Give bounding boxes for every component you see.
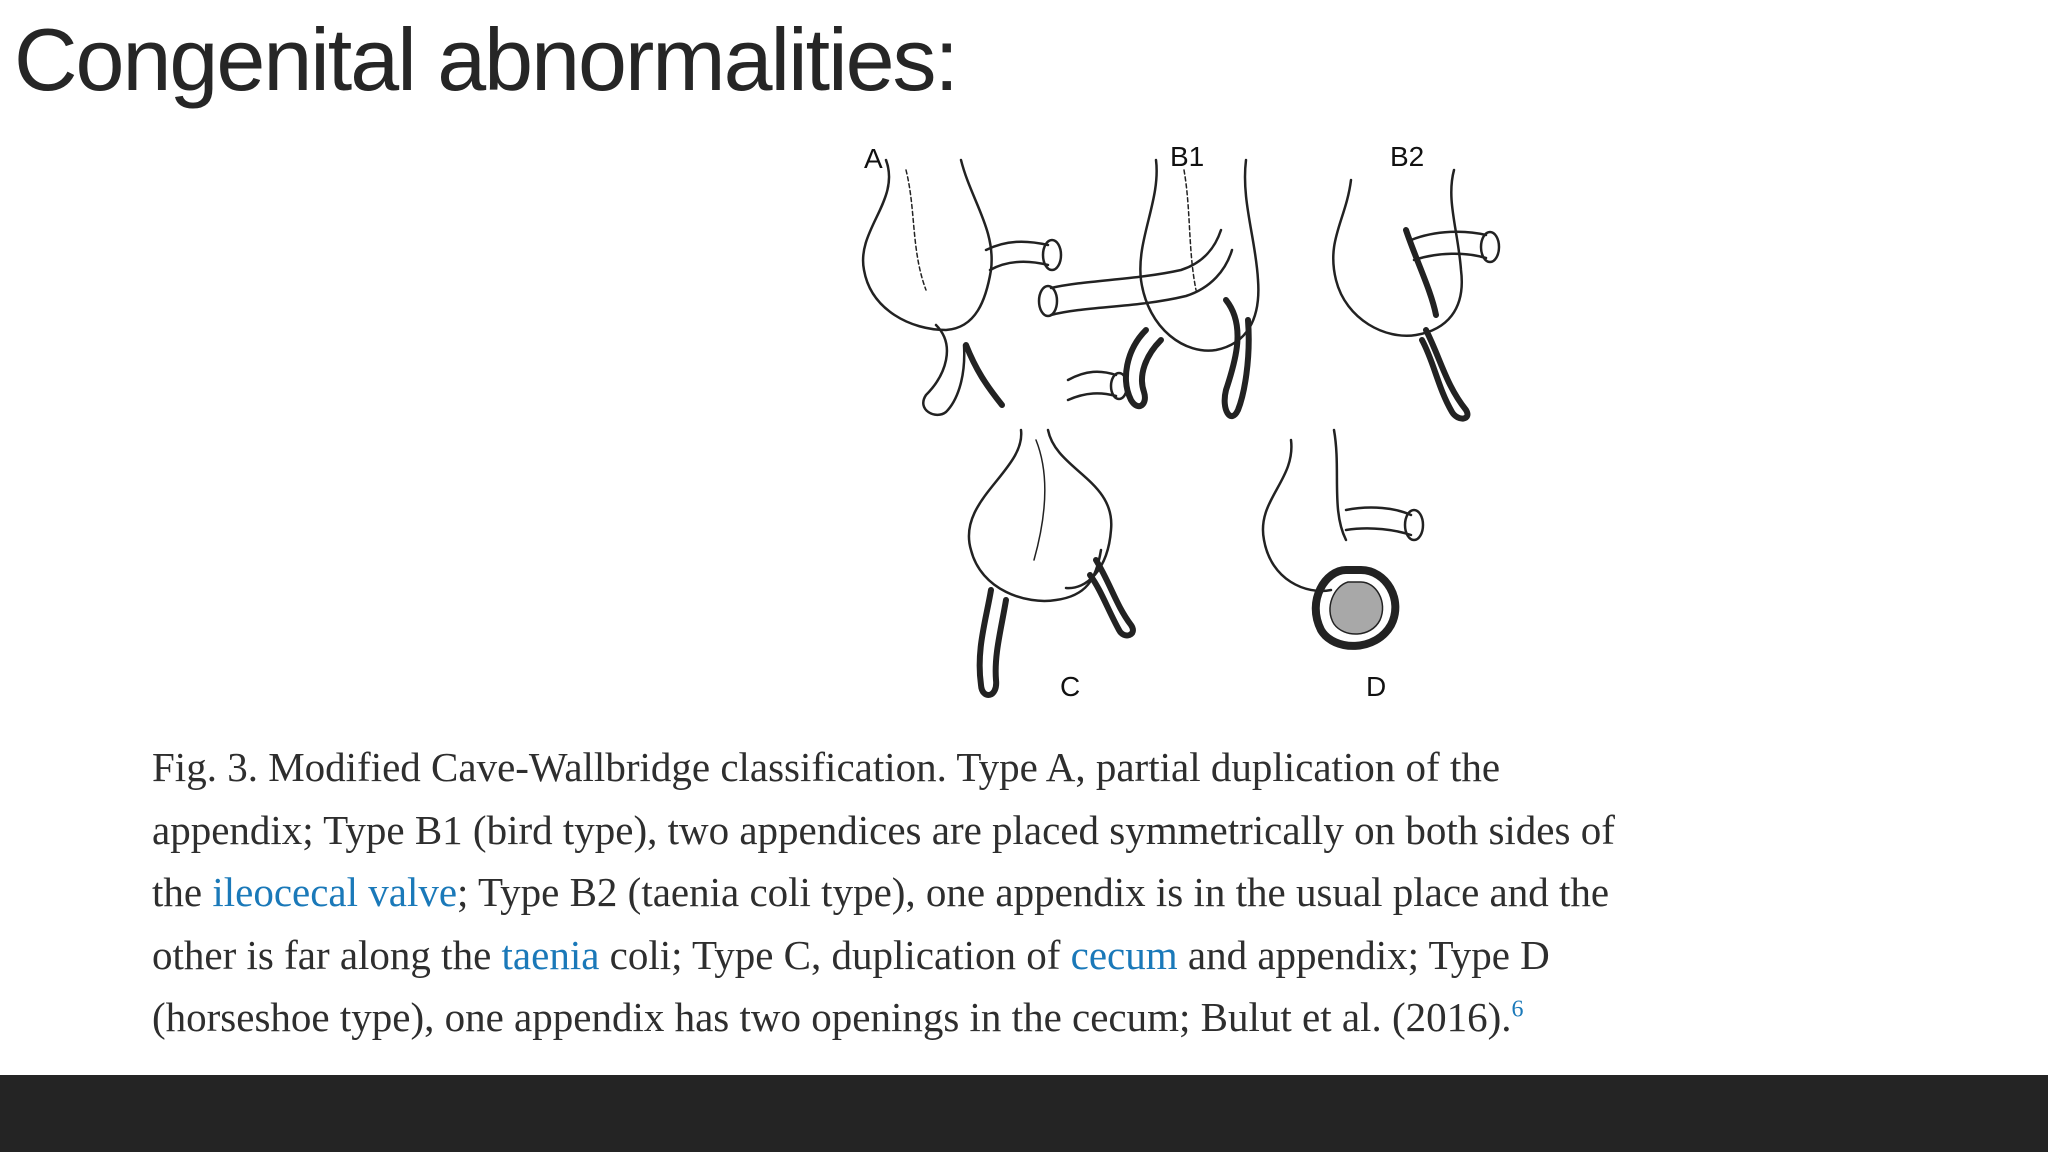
panel-d-drawing: [1263, 430, 1423, 646]
caption-line-5: [152, 986, 1892, 1049]
caption-text: coli; Type C, duplication of: [599, 931, 1071, 978]
caption-text: ; Type B2 (taenia coli type), one appendix is in the usual place and the: [457, 869, 1610, 915]
caption-line-1: Fig. 3. Modified Cave-Wallbridge classification. Type A, partial duplication of the: [152, 744, 1501, 790]
caption-line-4: [152, 924, 1892, 987]
panel-label-b2: B2: [1390, 141, 1425, 172]
panel-label-b1: B1: [1170, 141, 1205, 172]
panel-b2-drawing: [1333, 170, 1499, 419]
panel-c-drawing: [969, 372, 1133, 695]
taenia-link[interactable]: taenia: [501, 931, 600, 978]
caption-text: and appendix; Type D: [1177, 931, 1550, 978]
ileocecal-valve-link[interactable]: ileocecal valve: [212, 869, 458, 915]
figure-caption: [152, 736, 1892, 1049]
slide-title: Congenital abnormalities:: [14, 10, 958, 109]
caption-text: the: [152, 869, 213, 915]
panel-label-d: D: [1366, 671, 1387, 702]
slide-bottom-bar: [0, 1075, 2048, 1152]
cecum-link[interactable]: cecum: [1070, 931, 1178, 978]
panel-a-drawing: [863, 160, 1061, 415]
panel-label-a: A: [864, 143, 883, 174]
cave-wallbridge-illustration: [786, 130, 1546, 710]
caption-text: other is far along the: [152, 931, 502, 978]
panel-label-c: C: [1060, 671, 1081, 702]
caption-line-3: [152, 861, 1892, 924]
caption-text: (horseshoe type), one appendix has two openings in the cecum; Bulut et al. (2016).: [152, 994, 1512, 1040]
reference-6-link[interactable]: 6: [1511, 996, 1524, 1023]
caption-line-2: appendix; Type B1 (bird type), two appendices are placed symmetrically on both sides of: [152, 806, 1615, 853]
